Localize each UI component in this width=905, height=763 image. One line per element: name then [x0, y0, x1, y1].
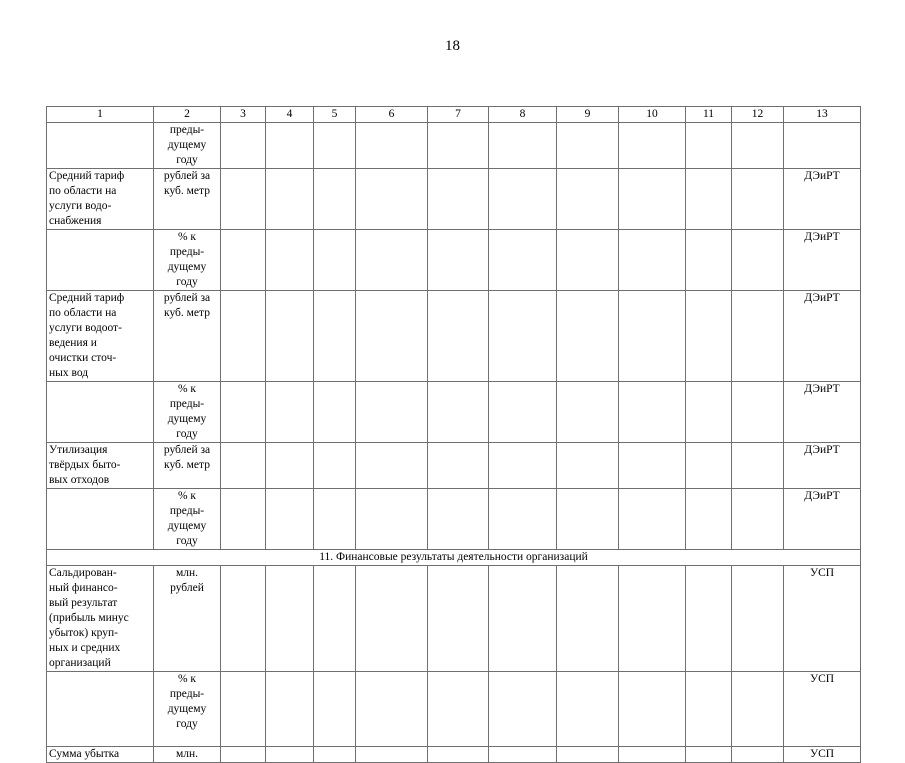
indicator-cell [47, 230, 154, 291]
source-cell: ДЭиРТ [784, 382, 861, 443]
column-header: 5 [314, 107, 356, 123]
column-header: 10 [619, 107, 686, 123]
value-cell [686, 489, 732, 550]
column-header: 9 [557, 107, 619, 123]
value-cell [489, 566, 557, 672]
value-cell [557, 291, 619, 382]
value-cell [221, 230, 266, 291]
value-cell [314, 169, 356, 230]
source-cell: ДЭиРТ [784, 291, 861, 382]
unit-cell: млн. [154, 747, 221, 763]
indicator-cell [47, 382, 154, 443]
value-cell [489, 489, 557, 550]
value-cell [314, 747, 356, 763]
table-row [47, 382, 861, 443]
value-cell [356, 230, 428, 291]
value-cell [266, 747, 314, 763]
value-cell [619, 123, 686, 169]
table-row [47, 443, 861, 489]
value-cell [221, 747, 266, 763]
value-cell [619, 291, 686, 382]
value-cell [732, 169, 784, 230]
value-cell [356, 747, 428, 763]
value-cell [314, 291, 356, 382]
value-cell [732, 443, 784, 489]
value-cell [686, 382, 732, 443]
unit-cell: % к преды- дущему году [154, 489, 221, 550]
unit-cell: рублей за куб. метр [154, 291, 221, 382]
value-cell [557, 566, 619, 672]
column-header: 1 [47, 107, 154, 123]
source-cell: ДЭиРТ [784, 169, 861, 230]
value-cell [356, 291, 428, 382]
value-cell [314, 443, 356, 489]
source-cell: ДЭиРТ [784, 443, 861, 489]
value-cell [428, 747, 489, 763]
value-cell [356, 382, 428, 443]
value-cell [221, 566, 266, 672]
value-cell [428, 566, 489, 672]
table-row [47, 123, 861, 169]
value-cell [428, 443, 489, 489]
value-cell [619, 489, 686, 550]
value-cell [314, 123, 356, 169]
value-cell [266, 489, 314, 550]
value-cell [428, 489, 489, 550]
value-cell [557, 443, 619, 489]
value-cell [314, 489, 356, 550]
value-cell [686, 169, 732, 230]
value-cell [266, 230, 314, 291]
unit-cell: % к преды- дущему году [154, 230, 221, 291]
statistics-table [46, 106, 861, 763]
value-cell [557, 747, 619, 763]
value-cell [557, 672, 619, 747]
value-cell [314, 672, 356, 747]
unit-cell: преды- дущему году [154, 123, 221, 169]
value-cell [266, 672, 314, 747]
value-cell [489, 169, 557, 230]
value-cell [732, 566, 784, 672]
value-cell [221, 123, 266, 169]
value-cell [619, 382, 686, 443]
value-cell [619, 566, 686, 672]
value-cell [356, 566, 428, 672]
indicator-cell: Сумма убытка [47, 747, 154, 763]
source-cell: УСП [784, 747, 861, 763]
unit-cell: % к преды- дущему году [154, 672, 221, 747]
value-cell [221, 382, 266, 443]
value-cell [221, 169, 266, 230]
value-cell [686, 672, 732, 747]
section-title: 11. Финансовые результаты деятельности организаций [47, 550, 861, 566]
unit-cell: % к преды- дущему году [154, 382, 221, 443]
value-cell [489, 672, 557, 747]
value-cell [428, 169, 489, 230]
value-cell [732, 230, 784, 291]
value-cell [221, 489, 266, 550]
column-header: 3 [221, 107, 266, 123]
indicator-cell: Средний тариф по области на услуги водо- снабжения [47, 169, 154, 230]
table-row [47, 291, 861, 382]
value-cell [557, 123, 619, 169]
table-row [47, 747, 861, 763]
value-cell [489, 382, 557, 443]
value-cell [619, 169, 686, 230]
table-row [47, 489, 861, 550]
value-cell [732, 489, 784, 550]
value-cell [489, 443, 557, 489]
value-cell [221, 672, 266, 747]
source-cell: УСП [784, 566, 861, 672]
table-row [47, 672, 861, 747]
value-cell [489, 291, 557, 382]
value-cell [619, 443, 686, 489]
source-cell: УСП [784, 672, 861, 747]
value-cell [266, 443, 314, 489]
column-number-header-row [47, 107, 861, 123]
value-cell [428, 123, 489, 169]
section-row [47, 550, 861, 566]
unit-cell: млн. рублей [154, 566, 221, 672]
value-cell [428, 291, 489, 382]
indicator-cell: Средний тариф по области на услуги водоот- ведения и очистки сточ- ных вод [47, 291, 154, 382]
value-cell [356, 169, 428, 230]
value-cell [356, 672, 428, 747]
value-cell [686, 747, 732, 763]
value-cell [557, 382, 619, 443]
value-cell [557, 230, 619, 291]
value-cell [732, 291, 784, 382]
unit-cell: рублей за куб. метр [154, 443, 221, 489]
source-cell: ДЭиРТ [784, 489, 861, 550]
value-cell [619, 230, 686, 291]
value-cell [266, 291, 314, 382]
value-cell [221, 443, 266, 489]
value-cell [732, 123, 784, 169]
value-cell [221, 291, 266, 382]
column-header: 12 [732, 107, 784, 123]
column-header: 4 [266, 107, 314, 123]
value-cell [314, 230, 356, 291]
value-cell [557, 169, 619, 230]
unit-cell: рублей за куб. метр [154, 169, 221, 230]
table-row [47, 230, 861, 291]
value-cell [266, 123, 314, 169]
page-number: 18 [445, 38, 460, 54]
value-cell [266, 566, 314, 672]
column-header: 8 [489, 107, 557, 123]
value-cell [686, 443, 732, 489]
indicator-cell: Утилизация твёрдых быто- вых отходов [47, 443, 154, 489]
value-cell [356, 123, 428, 169]
indicator-cell: Сальдирован- ный финансо- вый результат (прибыль минус убыток) круп- ных и средних организаций [47, 566, 154, 672]
value-cell [686, 291, 732, 382]
value-cell [557, 489, 619, 550]
indicator-cell [47, 672, 154, 747]
value-cell [356, 443, 428, 489]
value-cell [266, 382, 314, 443]
column-header: 11 [686, 107, 732, 123]
value-cell [619, 672, 686, 747]
table-row [47, 566, 861, 672]
value-cell [314, 566, 356, 672]
column-header: 13 [784, 107, 861, 123]
source-cell: ДЭиРТ [784, 230, 861, 291]
source-cell [784, 123, 861, 169]
indicator-cell [47, 489, 154, 550]
value-cell [619, 747, 686, 763]
value-cell [732, 672, 784, 747]
column-header: 7 [428, 107, 489, 123]
column-header: 6 [356, 107, 428, 123]
value-cell [489, 230, 557, 291]
value-cell [732, 382, 784, 443]
value-cell [732, 747, 784, 763]
value-cell [314, 382, 356, 443]
value-cell [686, 566, 732, 672]
value-cell [489, 123, 557, 169]
value-cell [686, 123, 732, 169]
value-cell [356, 489, 428, 550]
indicator-cell [47, 123, 154, 169]
value-cell [489, 747, 557, 763]
column-header: 2 [154, 107, 221, 123]
value-cell [266, 169, 314, 230]
value-cell [428, 672, 489, 747]
value-cell [428, 382, 489, 443]
table-row [47, 169, 861, 230]
value-cell [686, 230, 732, 291]
value-cell [428, 230, 489, 291]
